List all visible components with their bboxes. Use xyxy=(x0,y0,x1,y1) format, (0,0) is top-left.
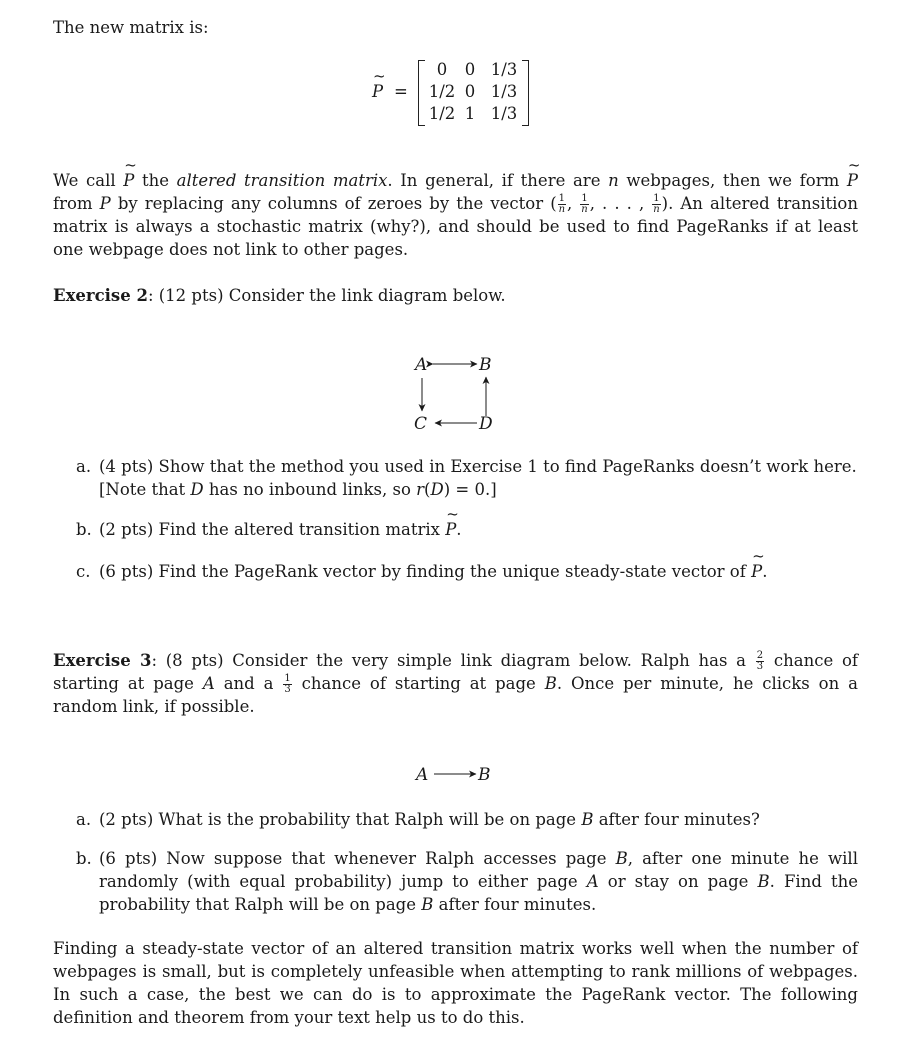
exercise-2-item-a: a. (4 pts) Show that the method you used in Exercise 1 to find PageRanks doesn’t work here. [Note that D has no inbound links, so r(D) = 0.] xyxy=(76,457,857,499)
exercise-2-link-diagram xyxy=(405,348,505,438)
matrix-equals: = xyxy=(394,82,408,101)
node-a: A xyxy=(416,765,429,785)
matrix-cell: 0 xyxy=(464,60,476,79)
node-b: B xyxy=(479,355,492,375)
matrix-cell: 1 xyxy=(464,104,476,123)
matrix-cell: 1/2 xyxy=(428,82,456,101)
matrix-cell: 0 xyxy=(464,82,476,101)
exercise-2-item-b: b. (2 pts) Find the altered transition matrix ~ P. xyxy=(76,518,858,542)
matrix-cell: 1/3 xyxy=(490,82,518,101)
exercise-3-paragraph: Exercise 3: (8 pts) Consider the very simple link diagram below. Ralph has a $\frac{2}{3}$ chance of starting at page A and a $\frac{1}{3}$ chance of starting at page B. Once per minute, he clicks on a random link, if possible. xyxy=(53,650,858,716)
node-c: C xyxy=(414,414,428,434)
node-b: B xyxy=(478,765,491,785)
exercise-3-item-b: b. (6 pts) Now suppose that whenever Ralph accesses page B, after one minute he will randomly (with equal probability) jump to either page A or stay on page B. Find the probability that Ralph will be on page B after four minutes. xyxy=(76,849,859,914)
exercise-2-heading: Exercise 2: (12 pts) Consider the link diagram below. xyxy=(53,286,506,305)
matrix-cell: 0 xyxy=(436,60,448,79)
exercise-3-item-a: a. (2 pts) What is the probability that Ralph will be on page B after four minutes? xyxy=(76,810,760,829)
matrix-right-bracket xyxy=(522,60,529,126)
altered-matrix xyxy=(372,58,518,128)
term-altered-transition-matrix: altered transition matrix xyxy=(176,171,388,190)
matrix-cell: 1/3 xyxy=(490,104,518,123)
node-a: A xyxy=(415,355,428,375)
exercise-3-link-diagram xyxy=(410,760,510,790)
intro-text: The new matrix is: xyxy=(53,18,209,37)
node-d: D xyxy=(479,414,493,434)
closing-paragraph: Finding a steady-state vector of an altered transition matrix works well when the number of webpages is small, but is completely unfeasible when attempting to rank millions of webpages. In such a case, the best we can do is to approximate the PageRank vector. The following definition and theorem from your text help us to do this. xyxy=(53,939,858,1027)
exercise-2-item-c: c. (6 pts) Find the PageRank vector by finding the unique steady-state vector of ~ P. xyxy=(76,560,858,584)
matrix-cell: 1/3 xyxy=(490,60,518,79)
matrix-cell: 1/2 xyxy=(428,104,456,123)
matrix-label: ~ P xyxy=(372,80,383,103)
altered-matrix-paragraph: We call ~ P the altered transition matrix. In general, if there are n webpages, then we form ~ P from P by replacing any columns of zeroes by the vector ( $\frac{1}{n}$ , $\frac{1}{n}$ , . . . , $\frac{1}{n}$ ). An altered transition matrix is always a stochastic matrix (why?), and should be used to find PageRanks if at least one webpage does not link to other pages. xyxy=(53,169,858,261)
